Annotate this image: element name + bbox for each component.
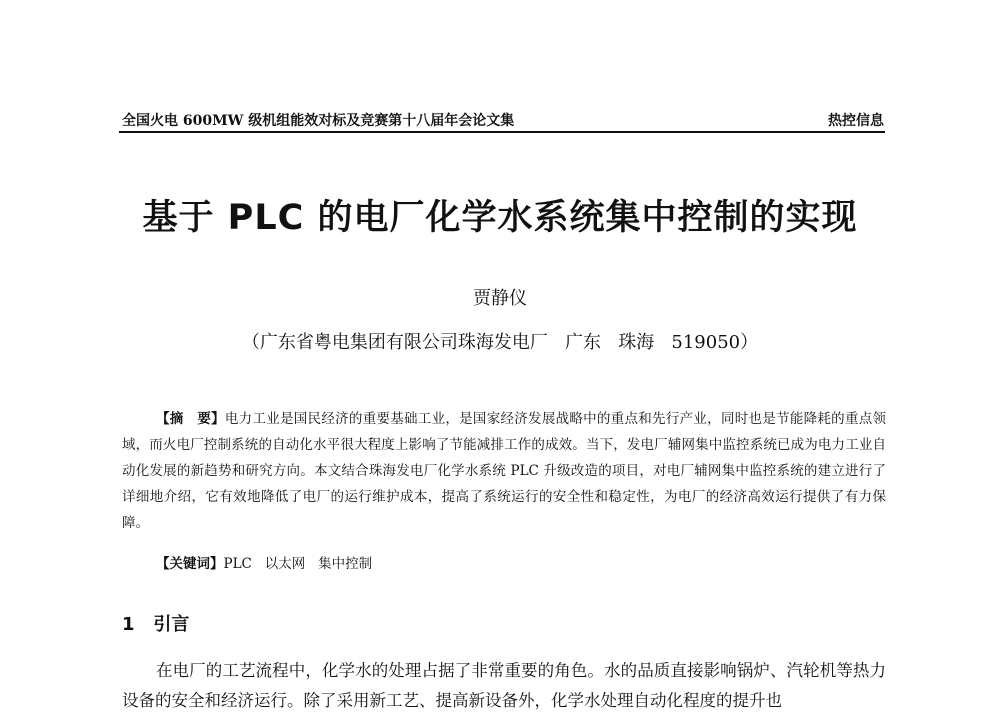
abstract-label: 【摘 要】 [156, 411, 225, 427]
abstract-paragraph [122, 406, 886, 536]
author-name: 贾静仪 [473, 288, 527, 309]
running-header-title: 全国火电 600MW 级机组能效对标及竞赛第十八届年会论文集 [122, 113, 515, 129]
running-header-section: 热控信息 [828, 113, 884, 129]
paper-title: 基于 PLC 的电厂化学水系统集中控制的实现 [142, 198, 858, 238]
section-body-paragraph: 在电厂的工艺流程中，化学水的处理占据了非常重要的角色。水的品质直接影响锅炉、汽轮机等热力设备的安全和经济运行。除了采用新工艺、提高新设备外，化学水处理自动化程度的提升也 [122, 661, 886, 710]
keywords-line [156, 552, 372, 572]
keywords-text: PLC 以太网 集中控制 [223, 556, 373, 572]
section-heading-introduction: 1 引言 [122, 614, 190, 635]
keywords-label: 【关键词】 [156, 556, 224, 572]
abstract-text: 电力工业是国民经济的重要基础工业，是国家经济发展战略中的重点和先行产业，同时也是节能降耗的重点领域，而火电厂控制系统的自动化水平很大程度上影响了节能减排工作的成效。当下，发电厂辅网集中监控系统已成为电力工业自动化发展的新趋势和研究方向。本文结合珠海发电厂化学水系统 PLC 升级改造的项目，对电厂辅网集中监控系统的建立进行了详细地介绍，它有效地降低了电厂的运行维护成本，提高了系统运行的安全性和稳定性，为电厂的经济高效运行提供了有力保障。 [122, 411, 887, 531]
author-affiliation: （广东省粤电集团有限公司珠海发电厂 广东 珠海 519050） [241, 332, 759, 353]
header-divider [119, 131, 885, 133]
